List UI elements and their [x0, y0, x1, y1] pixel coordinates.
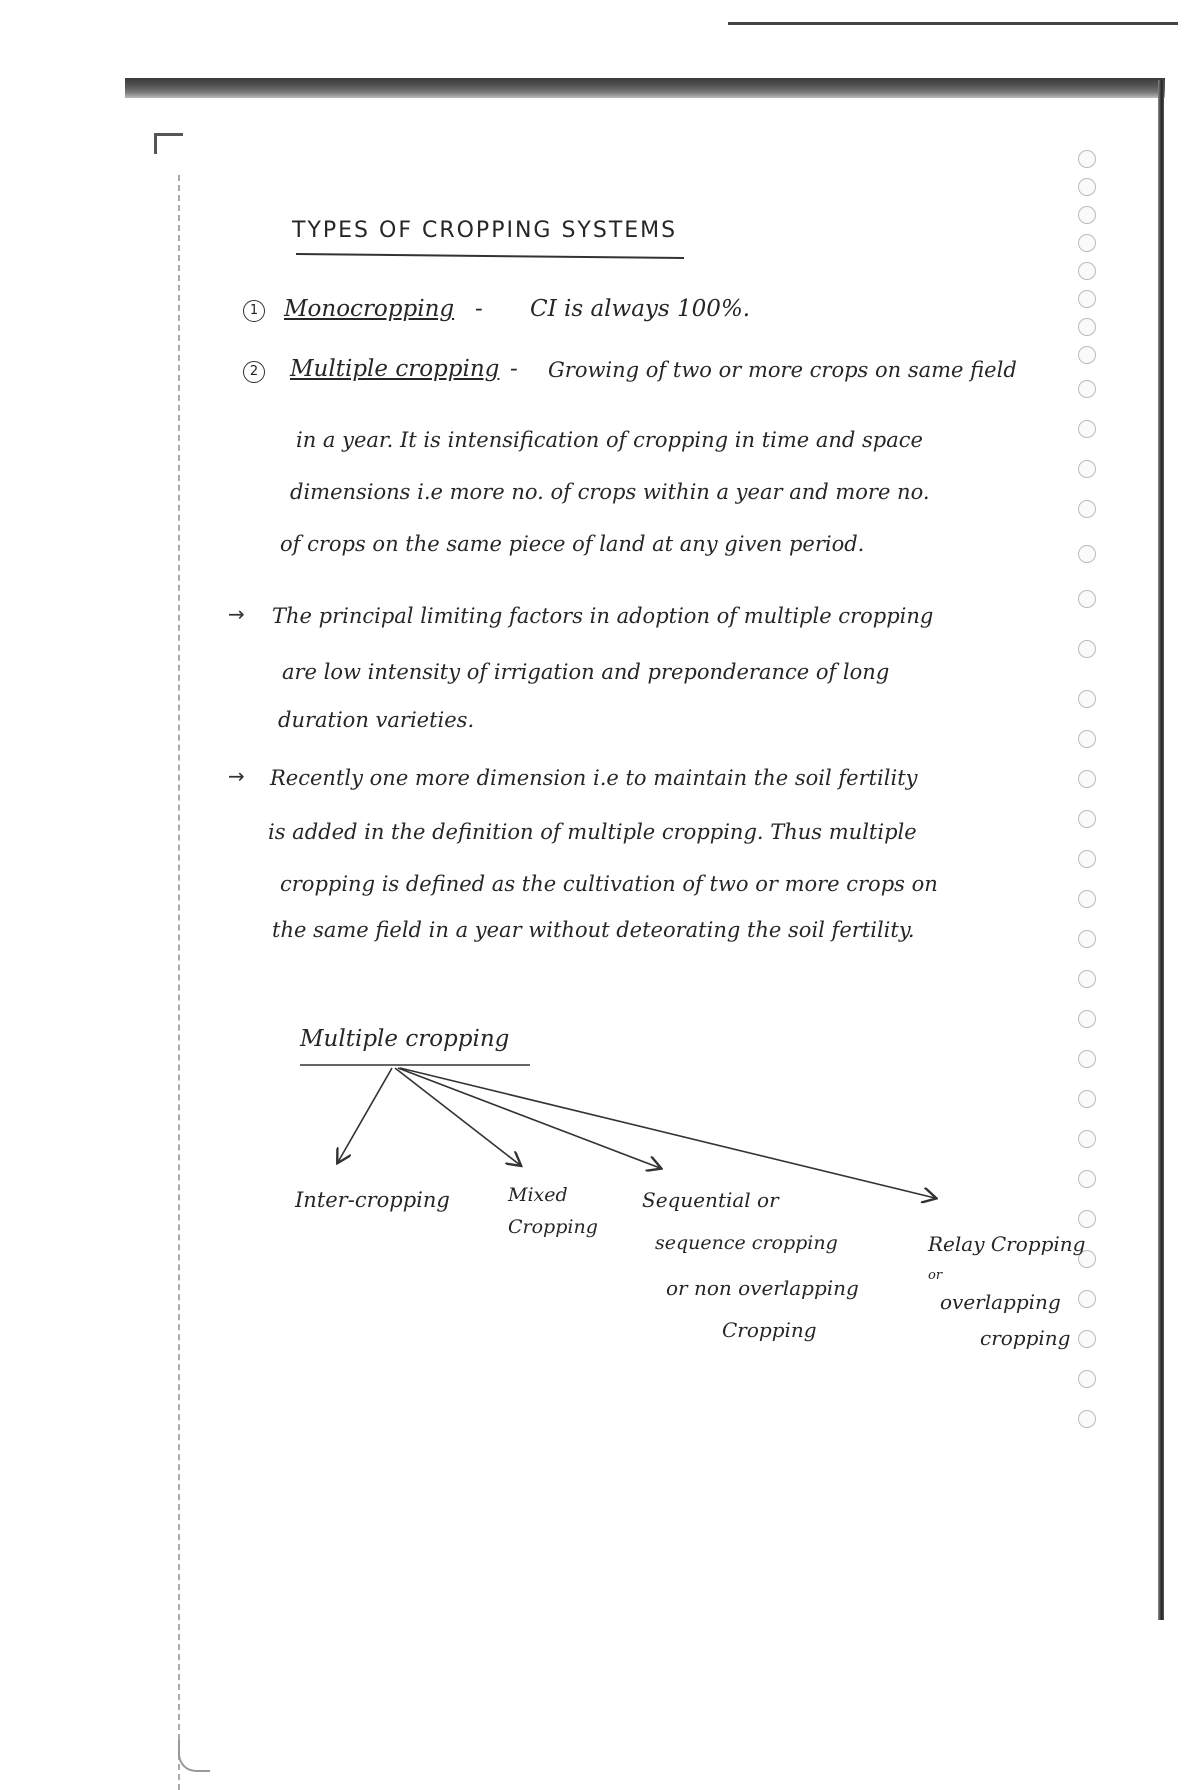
page-title: TYPES OF CROPPING SYSTEMS: [292, 218, 678, 243]
note-2-line-1: Recently one more dimension i.e to maintain the soil fertility: [270, 766, 918, 790]
branch-3-line-4: Cropping: [722, 1318, 817, 1342]
item-number-2: 2: [243, 361, 265, 383]
note-2-line-2: is added in the definition of multiple cropping. Thus multiple: [268, 820, 917, 844]
item-1-heading: Monocropping: [284, 296, 455, 322]
branch-4-line-3: overlapping: [940, 1290, 1061, 1314]
branch-arrow-3: [398, 1068, 660, 1168]
item-2-line-1: Growing of two or more crops on same field: [548, 358, 1017, 382]
page-corner-curve: [178, 1740, 210, 1772]
note-1-arrow: →: [228, 602, 245, 626]
item-2-dash: -: [510, 356, 518, 382]
branch-3-line-1: Sequential or: [642, 1188, 779, 1212]
item-2-line-4: of crops on the same piece of land at any given period.: [280, 532, 865, 556]
branch-1-line-1: Inter-cropping: [295, 1188, 450, 1212]
note-2-arrow: →: [228, 764, 245, 788]
item-2-line-2: in a year. It is intensification of cropping in time and space: [296, 428, 923, 452]
note-1-line-3: duration varieties.: [278, 708, 475, 732]
branch-4-line-2: or: [928, 1268, 943, 1283]
note-1-line-1: The principal limiting factors in adoption of multiple cropping: [272, 604, 934, 628]
branch-arrow-1: [338, 1068, 392, 1162]
note-2-line-4: the same field in a year without deteorating the soil fertility.: [272, 918, 915, 942]
branch-2-line-1: Mixed: [508, 1184, 568, 1206]
branch-4-line-1: Relay Cropping: [928, 1232, 1086, 1256]
item-1-text: CI is always 100%.: [530, 296, 751, 322]
item-1-dash: -: [475, 296, 483, 322]
item-2-line-3: dimensions i.e more no. of crops within a year and more no.: [290, 480, 930, 504]
branch-arrow-4: [400, 1068, 935, 1198]
branch-4-line-4: cropping: [980, 1326, 1071, 1350]
item-number-1: 1: [243, 300, 265, 322]
branch-2-line-2: Cropping: [508, 1216, 598, 1238]
diagram-root-label: Multiple cropping: [300, 1026, 510, 1052]
note-1-line-2: are low intensity of irrigation and preponderance of long: [282, 660, 890, 684]
note-2-line-3: cropping is defined as the cultivation of two or more crops on: [280, 872, 938, 896]
item-2-heading: Multiple cropping: [290, 356, 500, 382]
branch-3-line-2: sequence cropping: [655, 1232, 838, 1254]
branch-3-line-3: or non overlapping: [666, 1276, 859, 1300]
